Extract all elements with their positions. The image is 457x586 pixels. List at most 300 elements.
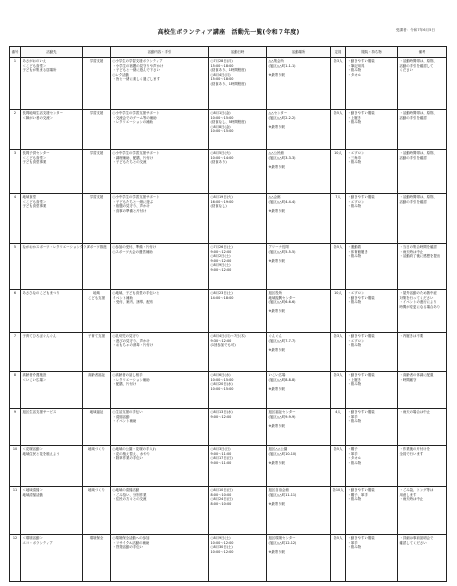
row-notes-line: ・雨天時は中止 (399, 497, 424, 502)
row-dates-line: 9:00～11:00 (210, 451, 232, 456)
row-content-line: ・子どもと一緒に遊んで下さい (112, 68, 160, 73)
row-organization-line: 地域住民と花を植えよう (22, 451, 60, 456)
row-number (10, 487, 21, 535)
row-notes (398, 409, 447, 446)
row-capacity-line: 各5人 (333, 245, 343, 249)
row-notes-line: ・雨天の場合は中止 (399, 410, 431, 414)
row-category (83, 290, 111, 333)
row-notes-line: ・当日の集合時間を確認 (399, 245, 437, 249)
row-belongings (346, 409, 398, 446)
row-belongings-line: ・三角巾 (347, 155, 362, 160)
table-row (10, 535, 447, 582)
row-belongings-line: ・軍手 (347, 451, 358, 456)
row-notes-line: 確認してください (399, 540, 427, 545)
row-capacity (331, 244, 346, 290)
activity-table (9, 46, 447, 582)
row-category (83, 372, 111, 409)
row-notes (398, 535, 447, 582)
row-content-line: ・ごみ拾い、分別作業 (112, 492, 147, 497)
row-place-line: ※最寄り駅 (268, 386, 285, 391)
row-dates-line: 8:00～10:00 (210, 492, 232, 497)
row-dates (209, 150, 267, 194)
row-dates-line: ○8月6日(水) (210, 373, 231, 377)
row-number (10, 290, 21, 333)
row-belongings (346, 333, 398, 372)
row-category-line: 高齢者福祉 (88, 373, 105, 377)
row-belongings-line: ・動きやすい服装 (347, 373, 375, 377)
row-dates-line: 10:00～15:00 (210, 129, 234, 134)
row-organization-line: ながおかスポーツ・レクリエーションクラブ (22, 245, 90, 249)
row-capacity-line: 4人 (335, 410, 341, 414)
row-content-line: ○地域、子ども食堂の手伝いと (112, 291, 160, 295)
row-belongings-line: ・上履き (347, 377, 362, 382)
row-notes-line: ・ごみ袋、トング等は (399, 488, 434, 492)
row-content-line: ○小中学生の学習支援サポート (112, 151, 160, 155)
row-place (267, 535, 331, 582)
row-category-line: こども支援 (88, 295, 105, 300)
row-content-line: ○環境保全活動への参加 (112, 536, 150, 540)
row-place-line: (旭区△△町7-7-7) (268, 338, 296, 343)
row-content-line: ・レクリエーション補助 (112, 377, 150, 382)
row-number (10, 333, 21, 372)
row-place-line: ※最寄り駅 (268, 501, 285, 506)
row-belongings (346, 290, 398, 333)
row-belongings-line: ・飲み物 (347, 204, 362, 209)
row-dates-line: 10:00～15:00 (210, 115, 234, 120)
row-belongings-line: ・体育館履き (347, 249, 368, 254)
row-dates-line: ○8月20日(水) (210, 382, 233, 387)
row-number-line: 1 (13, 59, 17, 63)
row-place (267, 110, 331, 150)
row-place-line: (旭区△△町5-5-5) (268, 249, 296, 254)
row-category-line: 地域福祉 (89, 410, 104, 414)
row-organization (21, 487, 83, 535)
row-organization-line: 地域食堂 (22, 195, 37, 199)
row-belongings-line: ・飲み物 (347, 120, 362, 125)
row-category-line: 学習支援 (89, 195, 104, 199)
row-belongings-line: ・軍手 (347, 414, 358, 419)
row-organization (21, 372, 83, 409)
row-content (111, 194, 209, 244)
row-category-line: 学習支援 (89, 59, 104, 63)
row-place-line: △△集会所 (268, 59, 284, 63)
row-content (111, 333, 209, 372)
row-number (10, 194, 21, 244)
row-dates-line: 15:00～18:00 (210, 63, 234, 68)
table-row (10, 409, 447, 446)
row-content-line: ・受付、案内、誘導、配布 (112, 300, 154, 305)
row-belongings-line: ・動きやすい服装 (347, 536, 375, 540)
row-number-line: 9 (13, 410, 17, 414)
row-dates (209, 194, 267, 244)
row-content-line: ・リサイクル活動の補助 (112, 540, 150, 545)
row-belongings-line: ・動きやすい服装 (347, 59, 375, 63)
row-place-line: (旭区△△町3-3-3) (268, 155, 296, 160)
row-organization (21, 409, 83, 446)
row-dates-line: ○8月5日(火) (210, 151, 231, 155)
row-place-line: ※最寄り駅 (268, 423, 285, 428)
row-organization-line: あさひなのこどもまつり (22, 291, 60, 295)
row-belongings-line: ・エプロン (347, 291, 365, 295)
row-belongings (346, 372, 398, 409)
row-number-line: 12 (12, 536, 18, 540)
row-place-line: (旭区△△町1-1-1) (268, 63, 296, 68)
row-organization (21, 535, 83, 582)
row-organization-line: ＜いこい広場＞ (22, 377, 47, 382)
row-belongings (346, 487, 398, 535)
row-category-line: 地域づくり (88, 488, 105, 492)
header-capacity: 定員 (331, 47, 346, 58)
row-organization-line: ＜環境活動＞ (22, 536, 43, 540)
row-place-line: ぐんぐん (268, 334, 283, 338)
row-content-line: ○小学生の学習支援ボランティア (112, 59, 163, 63)
row-notes-line: ・内履きは不要 (399, 334, 424, 338)
row-dates-line: ○8月9日(土) (210, 536, 231, 540)
row-content-line: ○生活支援の手伝い (112, 410, 143, 414)
row-organization-line: ＜障がい者の交流＞ (22, 115, 54, 120)
row-category-line: 地域づくり (88, 447, 105, 451)
row-belongings-line: ・エプロン (347, 338, 365, 343)
row-dates-line: (1回参加でも可) (210, 343, 236, 348)
row-category (83, 446, 111, 487)
row-organization-line: ＜花壇活動＞ (22, 447, 43, 451)
table-row (10, 333, 447, 372)
row-content (111, 487, 209, 535)
row-number-line: 6 (13, 291, 17, 295)
row-dates-line: 8:00～10:00 (210, 501, 232, 506)
row-category-line: 学習支援 (89, 151, 104, 155)
row-content-line: ○地域の清掃活動 (112, 488, 140, 492)
row-capacity-line: 各5人 (333, 536, 343, 540)
row-content (111, 150, 209, 194)
row-place (267, 58, 331, 110)
row-place-line: 旭区福祉センター (268, 410, 296, 414)
row-content-line: ・食事の準備と片付け (112, 208, 147, 213)
row-notes-line: 活動の手引を確認 (399, 155, 427, 160)
row-belongings-line: ・筆記用具 (347, 63, 365, 68)
row-category-line: 環境保全 (89, 536, 104, 540)
row-organization-line: 子ども食堂事業 (22, 204, 47, 209)
row-notes-line: 対策を行ってください (399, 295, 434, 300)
row-notes-line: 全員で行います (399, 451, 424, 456)
row-content-line: ○乳幼児の見守り (112, 334, 140, 338)
header-number: 番号 (10, 47, 21, 58)
row-place-line: 地域振興センター (268, 295, 296, 300)
row-belongings-line: ・飲み物 (347, 343, 362, 348)
row-capacity-line: 7人 (335, 195, 341, 199)
row-place-line: (旭区△△町9-9-9) (268, 414, 296, 419)
row-belongings-line: ・エプロン (347, 199, 365, 204)
row-dates-line: (昼食なし) (210, 204, 227, 209)
row-category (83, 535, 111, 582)
row-content-line: ○スポーツ大会の運営補助 (112, 249, 153, 254)
row-belongings-line: ・飲み物 (347, 254, 362, 259)
row-category-line: 地域 (93, 291, 100, 295)
header-place: 活動場所 (267, 47, 331, 58)
row-dates-line: 9:00～12:00 (210, 414, 232, 419)
row-place (267, 194, 331, 244)
header-category (83, 47, 111, 58)
row-content-line: ・宿題の見守り、声かけ (112, 204, 150, 209)
row-category-line: 子育て支援 (88, 334, 105, 338)
table-row (10, 110, 447, 150)
row-dates (209, 487, 267, 535)
row-belongings (346, 244, 398, 290)
row-place (267, 290, 331, 333)
row-notes-line: 用意します (399, 492, 417, 497)
table-header (10, 47, 447, 58)
row-dates-line: ○8月24日(日) (210, 497, 233, 502)
row-number-line: 3 (13, 151, 17, 155)
row-dates-line: 10:00～15:00 (210, 386, 234, 391)
row-place-line: △△公民館 (268, 151, 284, 155)
row-notes-line: ・作業後の片付けを (399, 447, 431, 451)
table-row (10, 194, 447, 244)
row-organization (21, 58, 83, 110)
row-belongings-line: ・飲み物 (347, 382, 362, 387)
header-content: 活動内容・手引 (111, 47, 209, 58)
row-place-line: ※最寄り駅 (268, 258, 285, 263)
row-content-line: ○小中学生の学習支援サポート (112, 195, 160, 199)
row-content-line: ・皆と一緒に楽しく過ごします (112, 77, 160, 82)
row-dates-line: ○8月10日(日) (210, 488, 233, 492)
row-notes-line: ・高齢者の体調に配慮 (399, 373, 434, 377)
row-belongings-line: ・タオル (347, 456, 362, 461)
row-dates-line: ○8月2日(土) (210, 254, 231, 259)
row-content-line: ・おもちゃの消毒・片付け (112, 343, 154, 348)
row-place (267, 150, 331, 194)
row-dates (209, 372, 267, 409)
row-category (83, 150, 111, 194)
row-notes-line: ・活動終了後に感想を提出 (399, 254, 441, 259)
row-place-line: ※最寄り駅 (268, 309, 285, 314)
row-belongings-line: ・飲み物 (347, 497, 362, 502)
row-organization (21, 110, 83, 150)
row-notes (398, 194, 447, 244)
row-content (111, 290, 209, 333)
row-content-line: ・子どもたちと一緒に遊ぶ (112, 199, 154, 204)
row-organization-line: 長岡子供センター (22, 151, 50, 155)
row-organization (21, 194, 83, 244)
row-place-line: 旭区自治会館 (268, 488, 289, 492)
row-dates (209, 244, 267, 290)
row-place-line: ※最寄り駅 (268, 208, 285, 213)
row-dates-line: (昼食なし、5時間程度) (210, 120, 246, 125)
row-content-line: ・啓発活動の手伝い (112, 545, 144, 550)
row-dates-line: (昼食あり、1時間程度) (210, 81, 246, 86)
row-category (83, 333, 111, 372)
row-dates-line: 16:00～19:00 (210, 199, 234, 204)
row-capacity (331, 487, 346, 535)
issue-info: 受講者：令和7年6月5日 (395, 28, 435, 32)
row-dates (209, 446, 267, 487)
page-title: 高校生ボランティア講座 活動先一覧(令和７年度) (157, 29, 300, 36)
row-dates-line: ○8月13日(水) (210, 410, 233, 414)
row-capacity (331, 409, 346, 446)
header-dates: 活動日時 (209, 47, 267, 58)
row-capacity (331, 372, 346, 409)
row-dates-line: 9:00～12:00 (210, 267, 232, 272)
row-dates (209, 535, 267, 582)
row-dates-line: 9:00～12:00 (210, 258, 232, 263)
row-place-line: 旭区環境センター (268, 536, 296, 540)
table-row (10, 244, 447, 290)
row-belongings-line: ・上履き (347, 115, 362, 120)
row-organization-line: ＜こども食堂＞ (22, 199, 47, 204)
row-content-line: ・住民の方々との交流 (112, 497, 147, 502)
row-category (83, 409, 111, 446)
row-place-line: (旭区△△町6-6-6) (268, 300, 296, 305)
row-category-line: 学習支援 (89, 111, 104, 115)
row-content-line: ○レク活動 (112, 72, 129, 77)
row-content-line: ・遊びの見守り、声かけ (112, 338, 150, 343)
row-content-line: ・交流会でのゲーム等の補助 (112, 115, 157, 120)
row-organization (21, 446, 83, 487)
row-number-line: 7 (13, 334, 17, 338)
row-organization-line: 地域清掃活動 (22, 492, 43, 497)
row-number (10, 150, 21, 194)
table-row (10, 372, 447, 409)
table-row (10, 150, 447, 194)
row-organization (21, 244, 90, 290)
row-capacity-line: 各10人 (332, 488, 344, 492)
row-belongings (346, 58, 398, 110)
row-category (83, 58, 111, 110)
row-belongings-line: ・動きやすい服装 (347, 410, 375, 414)
row-organization-line: 子育てひろばぐんぐん (22, 334, 57, 338)
header-notes: 備考 (398, 47, 447, 58)
header-organization: 活動先 (21, 47, 83, 58)
row-notes-line: ください (399, 68, 414, 73)
row-notes-line: ・活動時間帯は、原則、 (399, 195, 437, 199)
row-notes-line: ・活動時間帯は、原則、 (399, 151, 437, 155)
row-belongings (346, 150, 398, 194)
row-notes-line: 活動の手引を確認 (399, 199, 427, 204)
row-capacity-line: 各3人 (333, 59, 343, 63)
row-place-line: ※最寄り駅 (268, 164, 285, 169)
row-notes-line: ・活動時間帯は、原則、 (399, 111, 437, 115)
row-organization-line: 旭区生活支援サービス (22, 410, 57, 414)
row-number-line: 2 (13, 111, 17, 115)
row-content (111, 372, 209, 409)
row-organization (21, 150, 83, 194)
row-place-line: いこい広場 (268, 373, 286, 377)
row-notes-line: 時間が変更になる場合あり (399, 304, 441, 309)
row-dates-line: ○8月30日(土) (210, 545, 233, 550)
row-belongings (346, 446, 398, 487)
row-place (267, 244, 331, 290)
row-content-line: ・花の植え替え、水やり (112, 451, 151, 456)
row-notes-line: ・詳細は事前説明会で (399, 536, 434, 540)
row-organization-line: 子ども食堂事業 (22, 160, 47, 165)
row-dates-line: 10:00～12:00 (210, 540, 234, 545)
row-place-line: (旭区△△町4-4-4) (268, 199, 296, 204)
row-notes (398, 290, 447, 333)
row-dates-line: 14:00～18:00 (210, 295, 234, 300)
row-category-line: スポーツ推進 (86, 245, 107, 249)
row-place-line: ※最寄り駅 (268, 460, 285, 465)
row-place (267, 333, 331, 372)
row-notes (398, 372, 447, 409)
row-place-line: (旭区△△町8-8-8) (268, 377, 296, 382)
row-place-line: △△会館 (268, 195, 281, 199)
row-dates (209, 290, 267, 333)
row-belongings-line: ・動きやすい服装 (347, 295, 375, 300)
row-content-line: ○高齢者の話し相手 (112, 373, 143, 377)
row-capacity-line: 各3人 (333, 373, 343, 377)
row-number (10, 446, 21, 487)
row-content (111, 58, 209, 110)
row-category (83, 194, 111, 244)
row-belongings-line: ・動きやすい服装 (347, 111, 375, 115)
row-content (111, 446, 209, 487)
row-number (10, 409, 21, 446)
row-place-line: (旭区△△町11-11) (268, 492, 297, 497)
row-belongings-line: ・飲み物 (347, 545, 362, 550)
row-number (10, 372, 21, 409)
row-content-line: ・除草作業の手伝い (112, 456, 144, 461)
row-number-line: 11 (12, 488, 18, 492)
row-content-line: ・調理補助、配膳、片付け (112, 155, 154, 160)
row-capacity-line: 10人 (334, 291, 342, 295)
row-dates-line: ○8月4日(月) (210, 72, 231, 77)
row-organization-line: あさがおのいえ (22, 59, 47, 63)
row-place-line: △△センター (268, 111, 288, 115)
row-dates (209, 333, 267, 372)
row-dates-line: 9:00～12:00 (210, 249, 232, 254)
row-place-line: ※最寄り駅 (268, 347, 285, 352)
row-notes (398, 244, 447, 290)
row-number (10, 535, 21, 582)
row-place (267, 409, 331, 446)
row-notes-line: ・活動時間帯は、原則、 (399, 59, 437, 63)
row-notes (398, 110, 447, 150)
row-organization-line: エコ・ボランティア (22, 540, 53, 545)
row-belongings-line: ・飲み物 (347, 419, 362, 424)
row-dates-line: 10:00～12:00 (210, 549, 234, 554)
row-dates-line: ○8月19日(火) (210, 195, 233, 199)
row-content-line: ・子どもたちとの交流 (112, 160, 147, 165)
row-place-line: ※最寄り駅 (268, 124, 285, 129)
row-dates (209, 110, 267, 150)
row-number-line: 8 (13, 373, 17, 377)
row-content-line: ・レクリエーションの補助 (112, 120, 153, 125)
row-dates-line: ○8月3日(日) (210, 447, 231, 451)
row-place (267, 446, 331, 487)
row-category (83, 487, 111, 535)
row-belongings-line: ・運動着 (347, 245, 362, 249)
row-organization-line: ＜こども食堂＞ (22, 63, 47, 68)
row-belongings-line: ・飲み物 (347, 68, 362, 73)
row-content-line: ・配膳、片付け (112, 382, 137, 387)
row-content (111, 535, 209, 582)
row-place-line: ※最寄り駅 (268, 72, 285, 77)
row-content-line: ○小中学生の学習支援サポート (112, 111, 160, 115)
row-capacity-line: 10人 (334, 151, 342, 155)
row-content-line: ○地域の公園・花壇の手入れ (112, 447, 157, 451)
row-dates-line: 9:00～11:00 (210, 460, 232, 465)
row-organization-line: ＜こども食堂＞ (22, 155, 47, 160)
row-capacity-line: 各5人 (333, 447, 343, 451)
row-organization-line: 高齢者介護施設 (22, 373, 47, 377)
row-belongings-line: ・帽子 (347, 447, 358, 451)
row-capacity (331, 194, 346, 244)
row-number (10, 58, 21, 110)
row-notes-line: ・イベントの進行により (399, 300, 437, 305)
row-category (83, 244, 111, 290)
row-capacity (331, 110, 346, 150)
row-place-line: (旭区△△町12-12) (268, 540, 297, 545)
